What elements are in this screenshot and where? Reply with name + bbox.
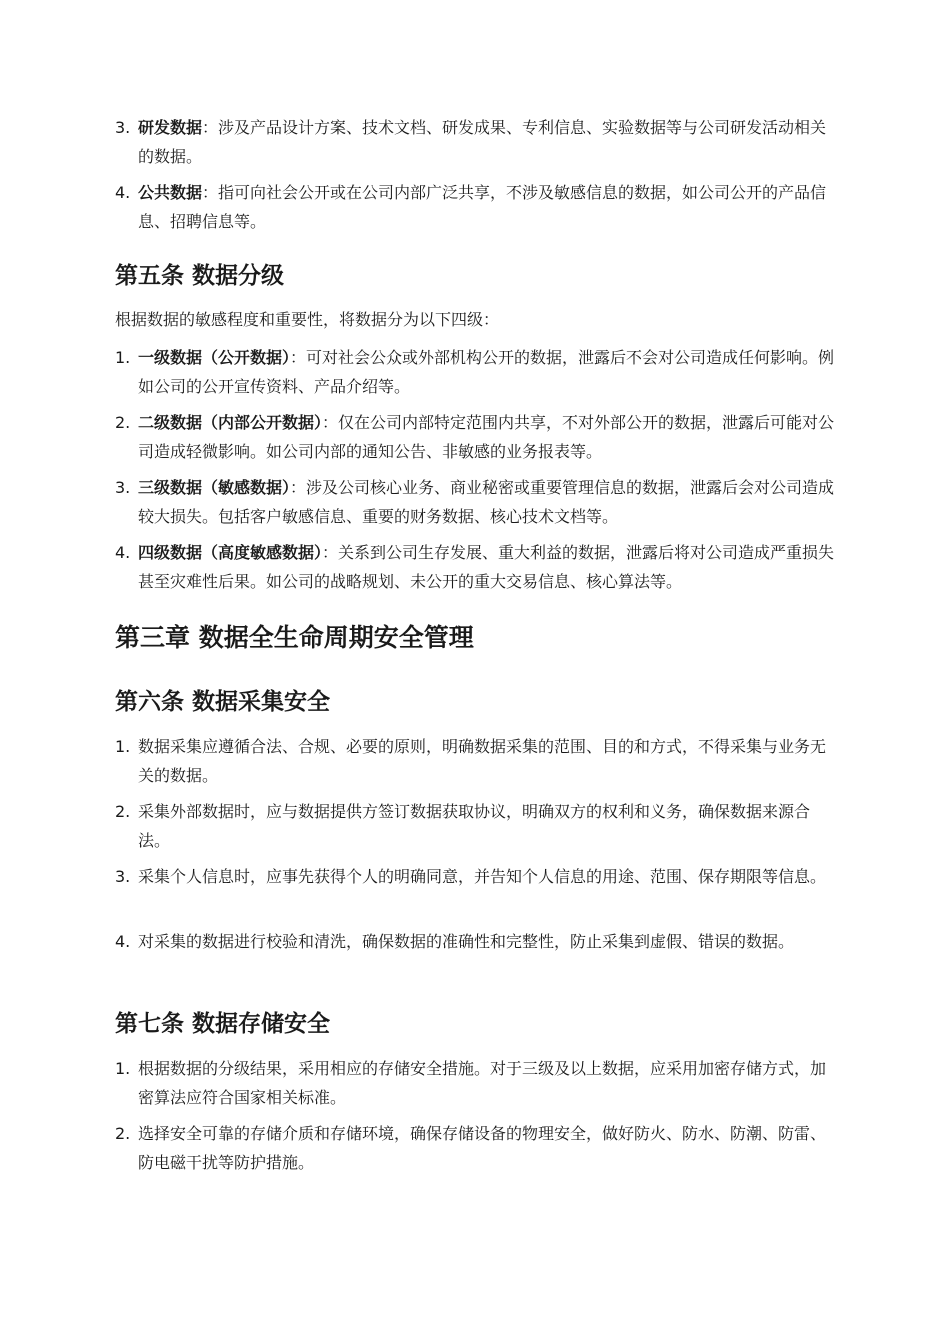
- list-number: 3.: [115, 478, 131, 497]
- item-text: ：关系到公司生存发展、重大利益的数据，泄露后将对公司造成严重损失甚至灾难性后果。如公司的战略规划、未公开的重大交易信息、核心算法等。: [138, 543, 835, 591]
- list-item: [115, 1119, 835, 1177]
- list-number: 2.: [115, 802, 131, 821]
- item-text: ：可对社会公众或外部机构公开的数据，泄露后不会对公司造成任何影响。例如公司的公开宣传资料、产品介绍等。: [138, 348, 835, 396]
- list-item: [115, 343, 835, 401]
- list-item: [115, 538, 835, 596]
- article-5-intro: 根据数据的敏感程度和重要性，将数据分为以下四级：: [115, 310, 500, 329]
- article-7-heading: 第七条 数据存储安全: [115, 1011, 331, 1037]
- item-text: 对采集的数据进行校验和清洗，确保数据的准确性和完整性，防止采集到虚假、错误的数据。: [138, 932, 795, 951]
- term-bold: 一级数据（公开数据）: [138, 348, 291, 367]
- item-text: ：指可向社会公开或在公司内部广泛共享，不涉及敏感信息的数据，如公司公开的产品信息、招聘信息等。: [138, 183, 827, 231]
- item-text: 采集个人信息时，应事先获得个人的明确同意，并告知个人信息的用途、范围、保存期限等信息。: [138, 867, 827, 886]
- item-text: 根据数据的分级结果，采用相应的存储安全措施。对于三级及以上数据，应采用加密存储方式，加密算法应符合国家相关标准。: [138, 1059, 827, 1107]
- article-5-heading: 第五条 数据分级: [115, 263, 285, 289]
- term-bold: 二级数据（内部公开数据）: [138, 413, 323, 432]
- term-bold: 四级数据（高度敏感数据）: [138, 543, 323, 562]
- list-number: 4.: [115, 543, 131, 562]
- list-item: [115, 862, 835, 891]
- list-item: [115, 178, 835, 236]
- list-item: [115, 408, 835, 466]
- article-6-heading: 第六条 数据采集安全: [115, 689, 331, 715]
- list-item: [115, 927, 835, 956]
- list-number: 2.: [115, 413, 131, 432]
- list-item: [115, 797, 835, 855]
- list-item: [115, 113, 835, 171]
- item-text: 数据采集应遵循合法、合规、必要的原则，明确数据采集的范围、目的和方式，不得采集与业务无关的数据。: [138, 737, 827, 785]
- list-number: 1.: [115, 1059, 131, 1078]
- list-number: 3.: [115, 867, 131, 886]
- list-number: 1.: [115, 348, 131, 367]
- item-text: 选择安全可靠的存储介质和存储环境，确保存储设备的物理安全，做好防火、防水、防潮、防雷、防电磁干扰等防护措施。: [138, 1124, 827, 1172]
- term-bold: 公共数据: [138, 183, 203, 202]
- item-text: ：仅在公司内部特定范围内共享，不对外部公开的数据，泄露后可能对公司造成轻微影响。如公司内部的通知公告、非敏感的业务报表等。: [138, 413, 835, 461]
- chapter-3-heading: 第三章 数据全生命周期安全管理: [115, 623, 474, 652]
- list-item: [115, 473, 835, 531]
- item-text: ：涉及产品设计方案、技术文档、研发成果、专利信息、实验数据等与公司研发活动相关的数据。: [138, 118, 827, 166]
- list-item: [115, 732, 835, 790]
- list-number: 4.: [115, 183, 131, 202]
- item-text: ：涉及公司核心业务、商业秘密或重要管理信息的数据，泄露后会对公司造成较大损失。包括客户敏感信息、重要的财务数据、核心技术文档等。: [138, 478, 835, 526]
- list-number: 3.: [115, 118, 131, 137]
- list-item: [115, 1054, 835, 1112]
- list-number: 4.: [115, 932, 131, 951]
- item-text: 采集外部数据时，应与数据提供方签订数据获取协议，明确双方的权利和义务，确保数据来源合法。: [138, 802, 811, 850]
- list-number: 1.: [115, 737, 131, 756]
- term-bold: 三级数据（敏感数据）: [138, 478, 291, 497]
- list-number: 2.: [115, 1124, 131, 1143]
- term-bold: 研发数据: [138, 118, 203, 137]
